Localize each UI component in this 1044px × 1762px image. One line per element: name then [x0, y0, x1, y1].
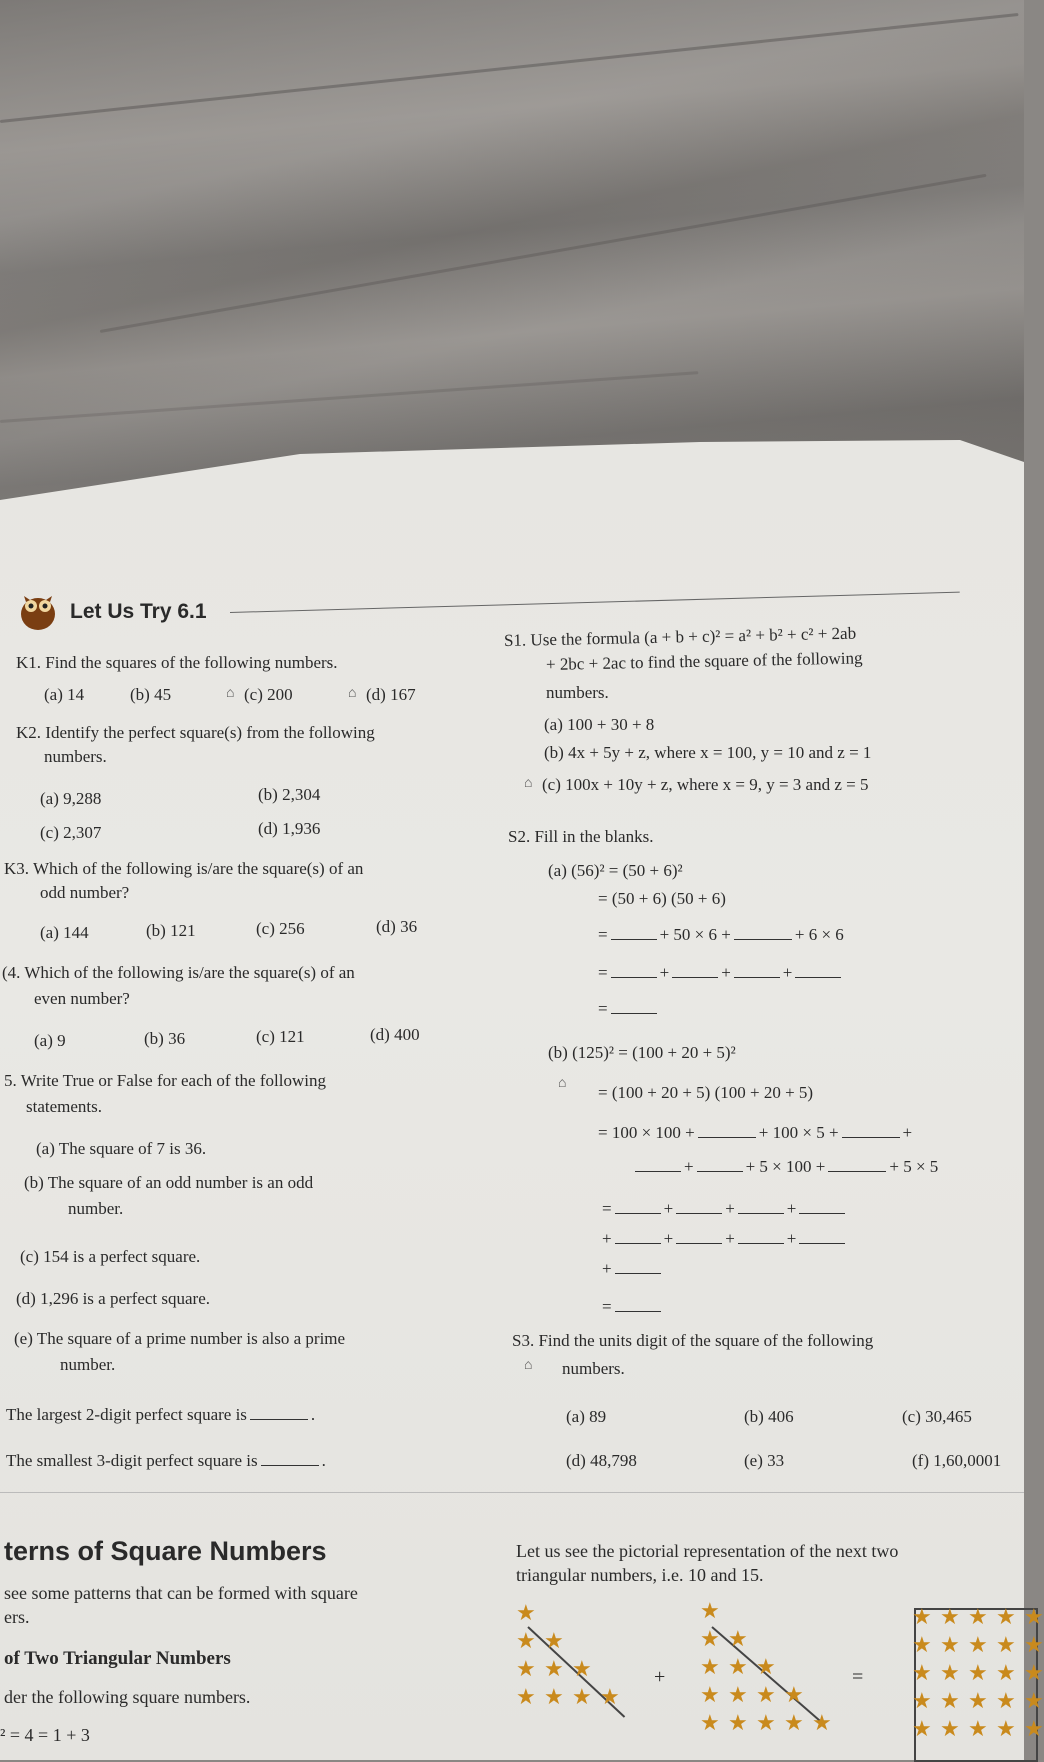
s1-question-end: numbers. [546, 683, 609, 702]
star-icon: ★ [516, 1628, 536, 1653]
exercise-mark-icon: ⌂ [558, 1076, 567, 1091]
section-divider [0, 1492, 1024, 1493]
k4-option-d: (d) 400 [370, 1025, 420, 1044]
star-icon: ★ [516, 1600, 536, 1625]
k2-option-d: (d) 1,936 [258, 819, 321, 838]
star-icon: ★ [544, 1628, 564, 1653]
equals-sign: = [852, 1666, 864, 1688]
smallest-3-digit-square: The smallest 3-digit perfect square is . [6, 1451, 326, 1470]
k5-statement-b: (b) The square of an odd number is an odd [24, 1173, 314, 1192]
star-icon: ★ [784, 1682, 804, 1707]
star-icon: ★ [996, 1632, 1016, 1657]
k3-question-cont: odd number? [40, 883, 130, 902]
exercise-mark-icon: ⌂ [226, 686, 235, 701]
section-title: Let Us Try 6.1 [70, 600, 207, 623]
stone-vein [0, 13, 1019, 123]
patterns-intro: see some patterns that can be formed with square [4, 1583, 358, 1603]
star-icon: ★ [912, 1688, 932, 1713]
star-icon: ★ [1024, 1632, 1044, 1657]
s3-option-d: (d) 48,798 [566, 1451, 637, 1470]
star-icon: ★ [996, 1688, 1016, 1713]
pictorial-intro: Let us see the pictorial representation of the next two [516, 1541, 899, 1561]
patterns-intro-cont: ers. [4, 1607, 30, 1627]
k1-option-b: (b) 45 [130, 685, 172, 704]
star-icon: ★ [572, 1684, 592, 1709]
k1-option-a: (a) 14 [44, 685, 85, 704]
k4-option-a: (a) 9 [34, 1031, 66, 1050]
star-icon: ★ [996, 1716, 1016, 1741]
s2a-line-3: = + 50 × 6 + + 6 × 6 [598, 925, 844, 944]
k3-option-a: (a) 144 [40, 923, 89, 942]
s3-option-c: (c) 30,465 [902, 1407, 972, 1426]
k5-statement-e-cont: number. [60, 1355, 116, 1374]
star-icon: ★ [968, 1604, 988, 1629]
star-icon: ★ [1024, 1604, 1044, 1629]
k4-option-b: (b) 36 [144, 1029, 186, 1048]
s1-option-c: (c) 100x + 10y + z, where x = 9, y = 3 and z = 5 [542, 775, 869, 794]
star-icon: ★ [940, 1716, 960, 1741]
exercise-mark-icon: ⌂ [524, 776, 533, 791]
star-icon: ★ [544, 1656, 564, 1681]
k5-statement-b-cont: number. [68, 1199, 124, 1218]
star-icon: ★ [756, 1682, 776, 1707]
s3-option-f: (f) 1,60,0001 [912, 1451, 1002, 1470]
s2b-line-3: = 100 × 100 + + 100 × 5 + + [598, 1123, 913, 1142]
star-icon: ★ [756, 1710, 776, 1735]
star-icon: ★ [940, 1632, 960, 1657]
star-icon: ★ [996, 1660, 1016, 1685]
k3-option-d: (d) 36 [376, 917, 418, 936]
s2a-line-1: (a) (56)² = (50 + 6)² [548, 861, 683, 880]
k1-question: K1. Find the squares of the following numbers. [16, 653, 338, 672]
s1-question: S1. Use the formula (a + b + c)² = a² + b² + c² + 2ab [503, 623, 857, 650]
patterns-title: terns of Square Numbers [4, 1536, 327, 1566]
s2b-line-4: + + 5 × 100 + + 5 × 5 [632, 1156, 938, 1178]
patterns-equation: ² = 4 = 1 + 3 [0, 1725, 90, 1745]
k5-statement-c: (c) 154 is a perfect square. [20, 1247, 201, 1266]
s2b-line-1: (b) (125)² = (100 + 20 + 5)² [548, 1043, 736, 1062]
k2-question-cont: numbers. [44, 747, 107, 766]
star-icon: ★ [784, 1710, 804, 1735]
k2-question: K2. Identify the perfect square(s) from the following [16, 723, 375, 742]
s3-question: S3. Find the units digit of the square of the following [512, 1331, 874, 1350]
star-icon: ★ [968, 1660, 988, 1685]
star-icon: ★ [968, 1688, 988, 1713]
k5-question-cont: statements. [26, 1097, 103, 1116]
s1-question-cont: + 2bc + 2ac to find the square of the following [545, 648, 863, 674]
s2a-line-5: = [598, 998, 660, 1020]
star-icon: ★ [728, 1654, 748, 1679]
star-icon: ★ [912, 1604, 932, 1629]
plus-sign: + [654, 1666, 666, 1688]
owl-mascot-icon [18, 588, 58, 632]
k3-option-b: (b) 121 [146, 921, 196, 940]
star-icon: ★ [700, 1598, 720, 1623]
exercise-mark-icon: ⌂ [524, 1358, 533, 1373]
s3-question-cont: numbers. [562, 1359, 625, 1378]
star-icon: ★ [700, 1710, 720, 1735]
star-icon: ★ [1024, 1688, 1044, 1713]
s2b-line-8: = [602, 1296, 664, 1318]
k5-statement-e: (e) The square of a prime number is also a prime [14, 1329, 346, 1348]
s3-option-e: (e) 33 [744, 1451, 785, 1470]
star-icon: ★ [812, 1710, 832, 1735]
star-icon: ★ [516, 1656, 536, 1681]
k5-question: 5. Write True or False for each of the following [4, 1071, 326, 1090]
star-icon: ★ [700, 1626, 720, 1651]
s2b-line-2: = (100 + 20 + 5) (100 + 20 + 5) [598, 1083, 814, 1102]
star-icon: ★ [1024, 1716, 1044, 1741]
s2b-line-5: = + + + [602, 1198, 848, 1220]
k4-question-cont: even number? [34, 989, 130, 1008]
star-icon: ★ [700, 1654, 720, 1679]
s1-option-b: (b) 4x + 5y + z, where x = 100, y = 10 and z = 1 [544, 743, 872, 762]
k5-statement-a: (a) The square of 7 is 36. [36, 1139, 207, 1158]
stone-vein [100, 174, 987, 333]
star-icon: ★ [940, 1688, 960, 1713]
k1-option-d: (d) 167 [366, 685, 416, 704]
k3-option-c: (c) 256 [256, 919, 305, 938]
s1-option-a: (a) 100 + 30 + 8 [544, 715, 655, 734]
s2b-line-7: + [602, 1258, 664, 1280]
k2-option-b: (b) 2,304 [258, 785, 321, 804]
exercise-mark-icon: ⌂ [348, 686, 357, 701]
s2b-line-6: + + + + [602, 1228, 848, 1250]
star-icon: ★ [572, 1656, 592, 1681]
star-icon: ★ [912, 1660, 932, 1685]
s2-question: S2. Fill in the blanks. [508, 827, 654, 846]
star-icon: ★ [996, 1604, 1016, 1629]
star-icon: ★ [968, 1716, 988, 1741]
pictorial-intro-cont: triangular numbers, i.e. 10 and 15. [516, 1565, 764, 1585]
star-icon: ★ [968, 1632, 988, 1657]
star-icon: ★ [700, 1682, 720, 1707]
k4-option-c: (c) 121 [256, 1027, 305, 1046]
largest-2-digit-square: The largest 2-digit perfect square is . [6, 1405, 316, 1424]
patterns-consider: der the following square numbers. [4, 1687, 251, 1707]
s2a-line-4: = + + + [598, 962, 844, 984]
star-icon: ★ [1024, 1660, 1044, 1685]
star-icon: ★ [912, 1716, 932, 1741]
k2-option-a: (a) 9,288 [40, 789, 102, 808]
star-icon: ★ [516, 1684, 536, 1709]
star-icon: ★ [940, 1660, 960, 1685]
k1-option-c: (c) 200 [244, 685, 293, 704]
s3-option-a: (a) 89 [566, 1407, 607, 1426]
star-icon: ★ [728, 1682, 748, 1707]
star-icon: ★ [912, 1632, 932, 1657]
star-icon: ★ [600, 1684, 620, 1709]
star-icon: ★ [544, 1684, 564, 1709]
s3-option-b: (b) 406 [744, 1407, 794, 1426]
star-icon: ★ [756, 1654, 776, 1679]
star-icon: ★ [940, 1604, 960, 1629]
k2-option-c: (c) 2,307 [40, 823, 102, 842]
star-icon: ★ [728, 1710, 748, 1735]
star-icon: ★ [728, 1626, 748, 1651]
k5-statement-d: (d) 1,296 is a perfect square. [16, 1289, 211, 1308]
patterns-subheading: of Two Triangular Numbers [4, 1648, 231, 1669]
k4-question: (4. Which of the following is/are the square(s) of an [2, 963, 355, 982]
s2a-line-2: = (50 + 6) (50 + 6) [598, 889, 726, 908]
k3-question: K3. Which of the following is/are the square(s) of an [4, 859, 364, 878]
stone-vein [0, 371, 698, 423]
